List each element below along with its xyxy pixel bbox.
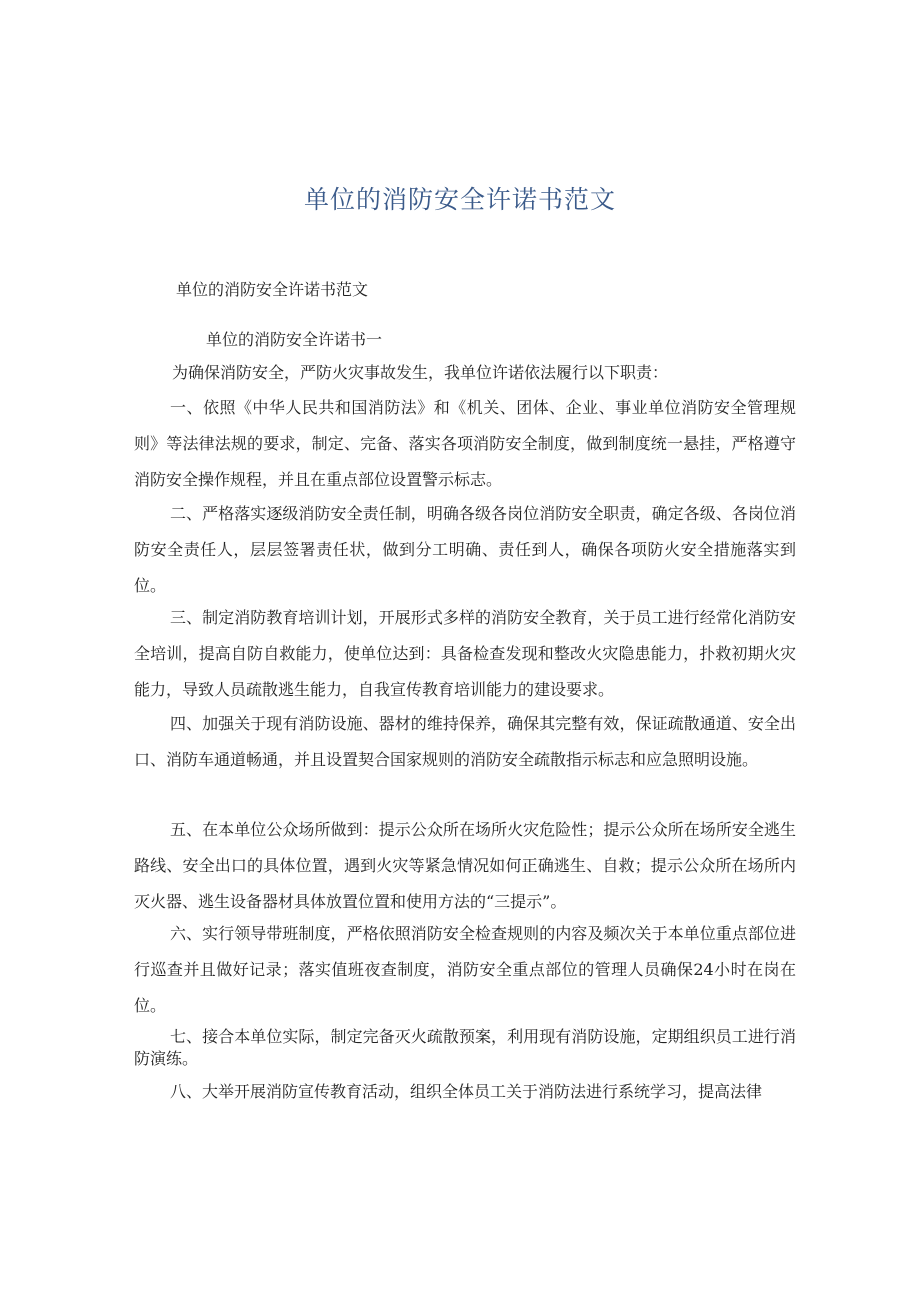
document-title: 单位的消防安全许诺书范文 [303, 185, 616, 214]
intro-paragraph: 为确保消防安全，严防火灾事故发生，我单位许诺依法履行以下职责： [172, 363, 669, 382]
paragraph-6: 六、实行领导带班制度，严格依照消防安全检查规则的内容及频次关于本单位重点部位进行巡查并且做好记录；落实值班夜查制度，消防安全重点部位的管理人员确保24小时在岗在位。 [134, 924, 796, 1015]
paragraph-2: 二、严格落实逐级消防安全责任制，明确各级各岗位消防安全职责，确定各级、各岗位消防安全责任人，层层签署责任状，做到分工明确、责任到人，确保各项防火安全措施落实到位。 [134, 504, 796, 595]
section-heading: 单位的消防安全许诺书一 [206, 330, 383, 349]
paragraph-4: 四、加强关于现有消防设施、器材的维持保养，确保其完整有效，保证疏散通道、安全出口、消防车通道畅通，并且设置契合国家规则的消防安全疏散指示标志和应急照明设施。 [134, 714, 796, 769]
paragraph-5: 五、在本单位公众场所做到：提示公众所在场所火灾危险性；提示公众所在场所安全逃生路线、安全出口的具体位置，遇到火灾等紧急情况如何正确逃生、自救；提示公众所在场所内灭火器、逃生设备器材具体放置位置和使用方法的“三提示”。 [134, 820, 796, 911]
paragraph-8: 八、大举开展消防宣传教育活动，组织全体员工关于消防法进行系统学习，提高法律 [170, 1082, 763, 1101]
document-subtitle: 单位的消防安全许诺书范文 [176, 280, 369, 299]
paragraph-7: 七、接合本单位实际，制定完备灭火疏散预案，利用现有消防设施，定期组织员工进行消防演练。 [134, 1027, 796, 1068]
paragraph-1: 一、依照《中华人民共和国消防法》和《机关、团体、企业、事业单位消防安全管理规则》等法律法规的要求，制定、完备、落实各项消防安全制度，做到制度统一悬挂，严格遵守消防安全操作规程，并且在重点部位设置警示标志。 [134, 398, 796, 489]
paragraph-3: 三、制定消防教育培训计划，开展形式多样的消防安全教育，关于员工进行经常化消防安全培训，提高自防自救能力，使单位达到：具备检查发现和整改火灾隐患能力，扑救初期火灾能力，导致人员疏散逃生能力，自我宣传教育培训能力的建设要求。 [134, 608, 796, 699]
